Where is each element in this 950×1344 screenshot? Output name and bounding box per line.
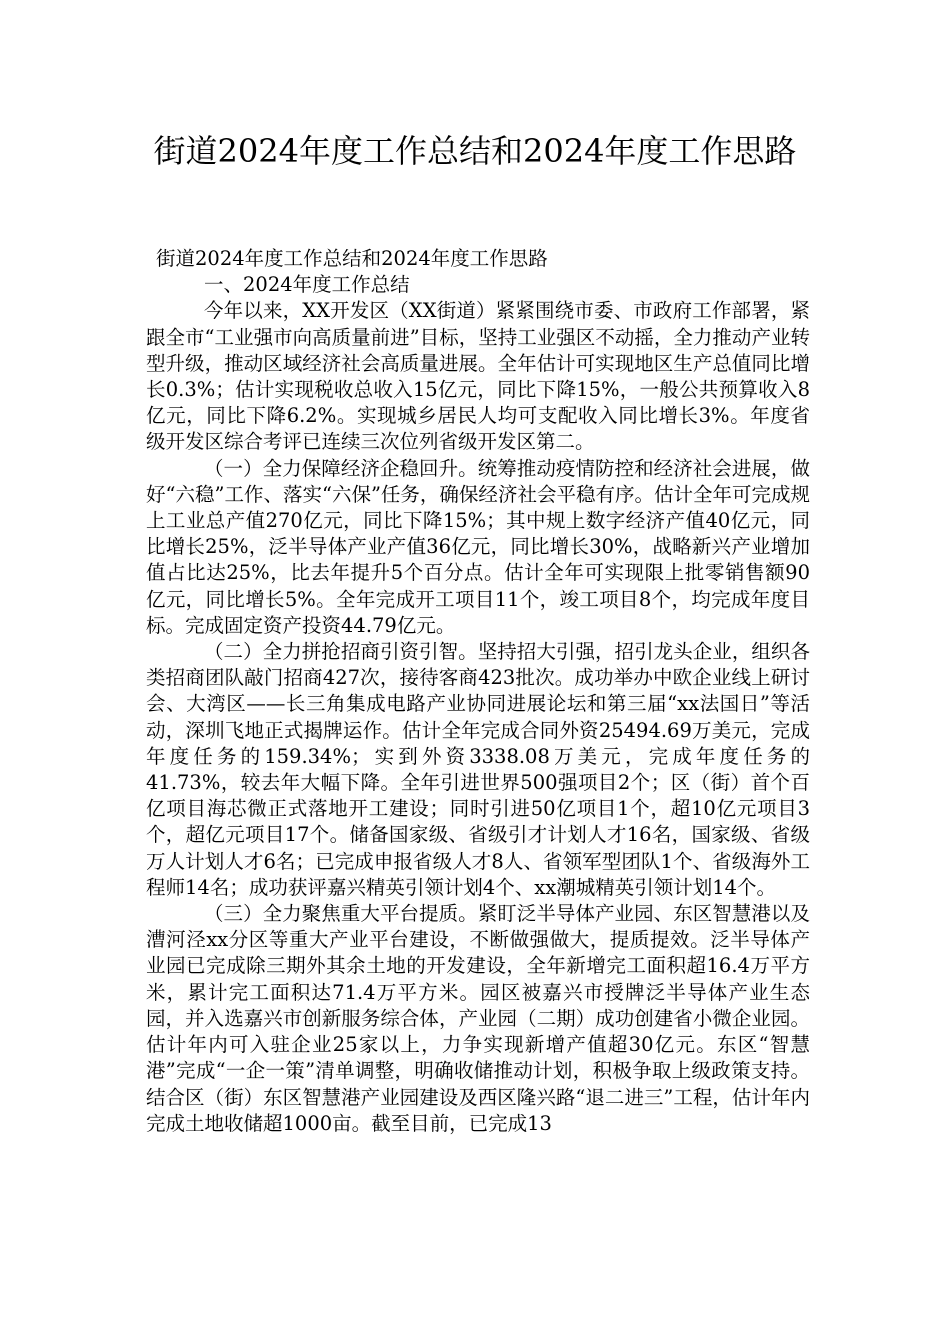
section-heading: 一、2024年度工作总结 [204,273,410,297]
document-body [146,246,810,1137]
document-title: 街道2024年度工作总结和2024年度工作思路 [153,132,797,170]
document-subtitle: 街道2024年度工作总结和2024年度工作思路 [156,247,548,270]
paragraph-intro: 今年以来，XX开发区（XX街道）紧紧围绕市委、市政府工作部署，紧跟全市“工业强市向高质量前进”目标，坚持工业强区不动摇，全力推动产业转型升级，推动区域经济社会高质量进展。全年估计可实现地区生产总值同比增长0.3%；估计实现税收总收入15亿元，同比下降15%，一般公共预算收入8亿元，同比下降6.2%。实现城乡居民人均可支配收入同比增长3%。年度省级开发区综合考评已连续三次位列省级开发区第二。 [146,299,810,454]
paragraph-economy: （一）全力保障经济企稳回升。统筹推动疫情防控和经济社会进展，做好“六稳”工作、落实“六保”任务，确保经济社会平稳有序。估计全年可完成规上工业总产值270亿元，同比下降15%；其中规上数字经济产值40亿元，同比增长25%，泛半导体产业产值36亿元，同比增长30%，战略新兴产业增加值占比达25%，比去年提升5个百分点。估计全年可实现限上批零销售额90亿元，同比增长5%。全年完成开工项目11个，竣工项目8个，均完成年度目标。完成固定资产投资44.79亿元。 [146,456,810,637]
paragraph-investment: （二）全力拼抢招商引资引智。坚持招大引强，招引龙头企业，组织各类招商团队敲门招商427次，接待客商423批次。成功举办中欧企业线上研讨会、大湾区——长三角集成电路产业协同进展论坛和第三届“xx法国日”等活动，深圳飞地正式揭牌运作。估计全年完成合同外资25494.69万美元，完成年度任务的159.34%；实到外资3338.08万美元，完成年度任务的41.73%，较去年大幅下降。全年引进世界500强项目2个；区（街）首个百亿项目海芯微正式落地开工建设；同时引进50亿项目1个，超10亿元项目3个，超亿元项目17个。储备国家级、省级引才计划人才16名，国家级、省级万人计划人才6名；已完成申报省级人才8人、省领军型团队1个、省级海外工程师14名；成功获评嘉兴精英引领计划4个、xx潮城精英引领计划14个。 [146,640,810,899]
paragraph-platforms: （三）全力聚焦重大平台提质。紧盯泛半导体产业园、东区智慧港以及漕河泾xx分区等重大产业平台建设，不断做强做大，提质提效。泛半导体产业园已完成除三期外其余土地的开发建设，全年新增完工面积超16.4万平方米，累计完工面积达71.4万平方米。园区被嘉兴市授牌泛半导体产业生态园，并入选嘉兴市创新服务综合体，产业园（二期）成功创建省小微企业园。估计年内可入驻企业25家以上，力争实现新增产值超30亿元。东区“智慧港”完成“一企一策”清单调整，明确收储推动计划，积极争取上级政策支持。结合区（街）东区智慧港产业园建设及西区隆兴路“退二进三”工程，估计年内完成土地收储超1000亩。截至目前，已完成13 [146,902,810,1135]
